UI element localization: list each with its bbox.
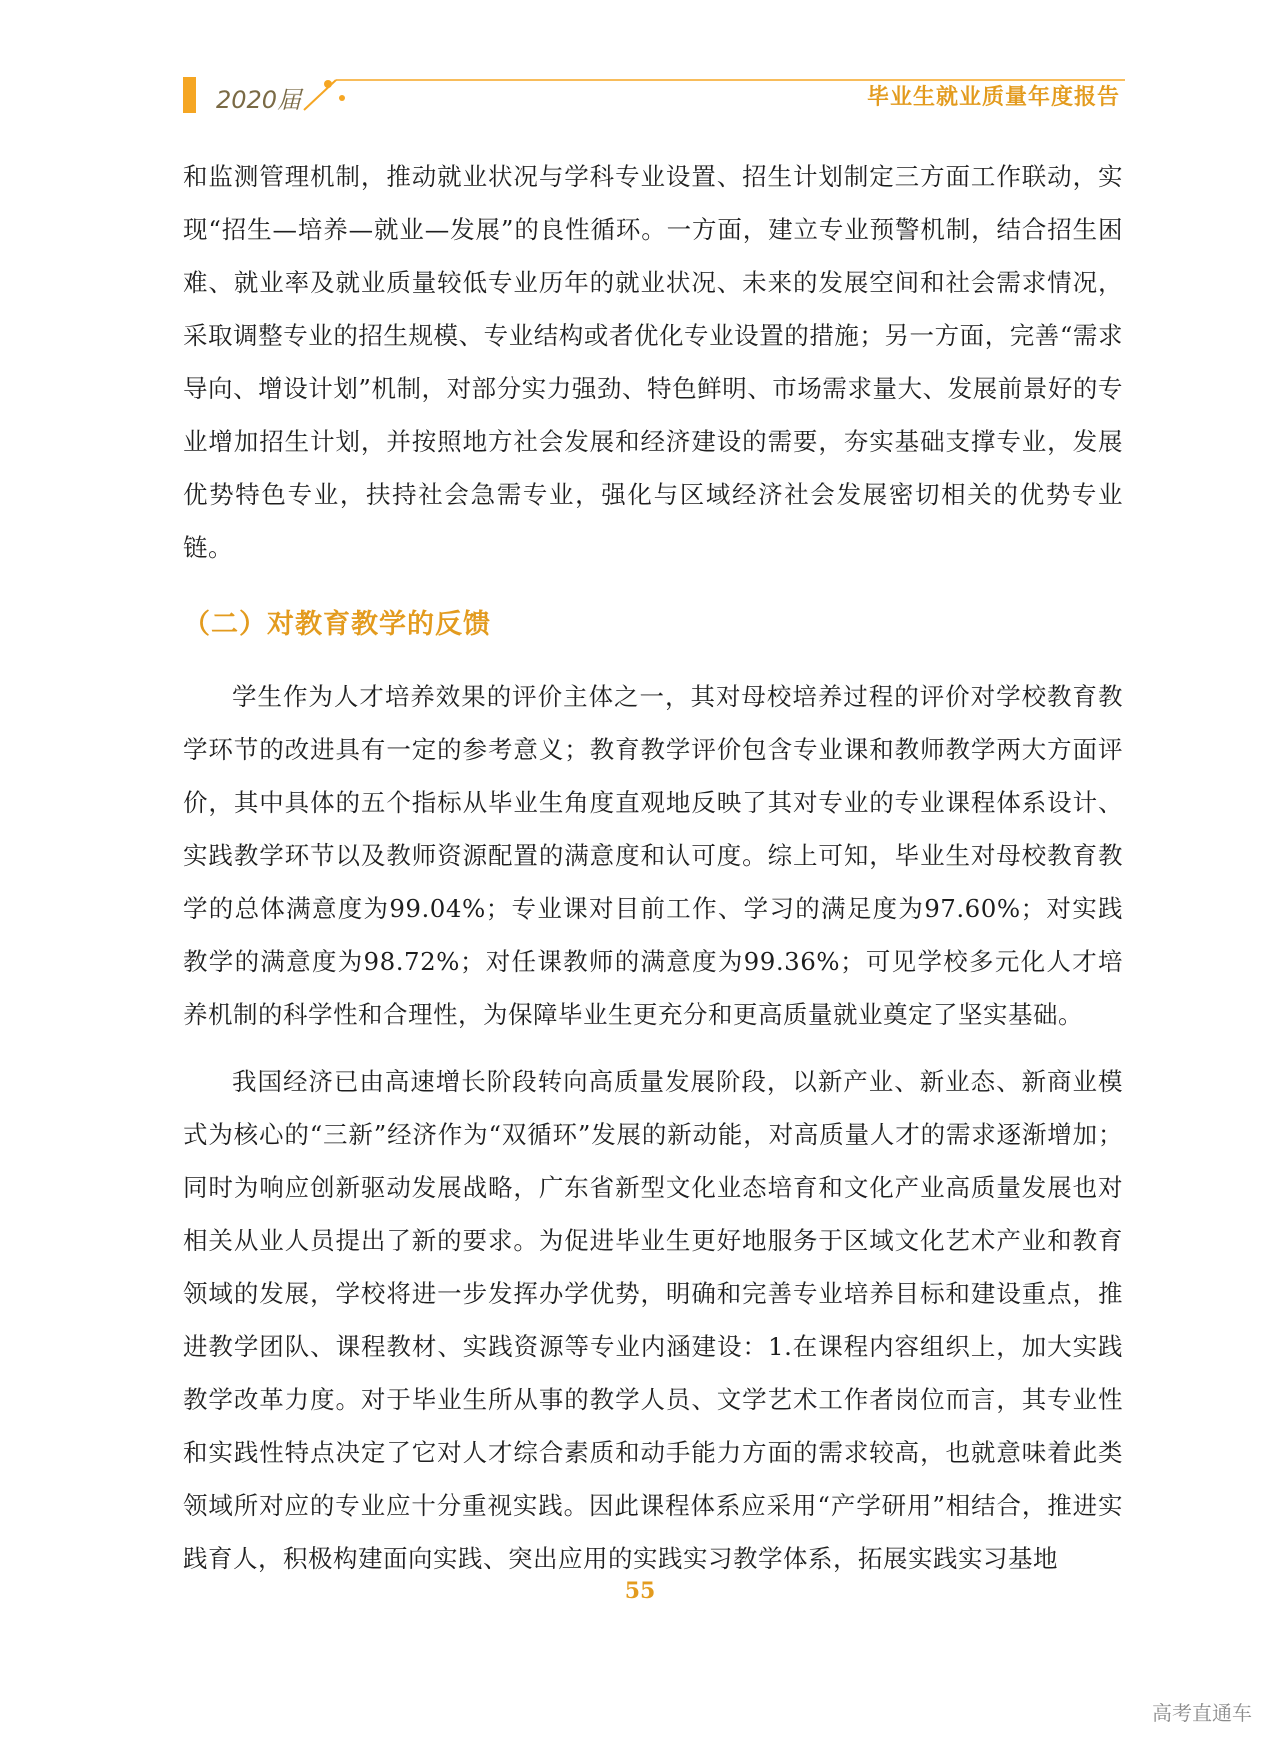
page-header <box>0 0 1280 130</box>
page-number: 55 <box>624 1578 656 1604</box>
paragraph-gap <box>183 1041 1123 1055</box>
body-paragraph-2: 学生作为人才培养效果的评价主体之一，其对母校培养过程的评价对学校教育教学环节的改进具有一定的参考意义；教育教学评价包含专业课和教师教学两大方面评价，其中具体的五个指标从毕业生角度直观地反映了其对专业的专业课程体系设计、实践教学环节以及教师资源配置的满意度和认可度。综上可知，毕业生对母校教育教学的总体满意度为99.04%；专业课对目前工作、学习的满足度为97.60%；对实践教学的满意度为98.72%；对任课教师的满意度为99.36%；可见学校多元化人才培养机制的科学性和合理性，为保障毕业生更充分和更高质量就业奠定了坚实基础。 <box>183 682 1123 1029</box>
page-content <box>183 150 1123 1585</box>
body-paragraph-3: 我国经济已由高速增长阶段转向高质量发展阶段，以新产业、新业态、新商业模式为核心的“三新”经济作为“双循环”发展的新动能，对高质量人才的需求逐渐增加；同时为响应创新驱动发展战略，广东省新型文化业态培育和文化产业高质量发展也对相关从业人员提出了新的要求。为促进毕业生更好地服务于区域文化艺术产业和教育领域的发展，学校将进一步发挥办学优势，明确和完善专业培养目标和建设重点，推进教学团队、课程教材、实践资源等专业内涵建设：1.在课程内容组织上，加大实践教学改革力度。对于毕业生所从事的教学人员、文学艺术工作者岗位而言，其专业性和实践性特点决定了它对人才综合素质和动手能力方面的需求较高，也就意味着此类领域所对应的专业应十分重视实践。因此课程体系应采用“产学研用”相结合，推进实践育人，积极构建面向实践、突出应用的实践实习教学体系，拓展实践实习基地 <box>183 1067 1123 1573</box>
section-title: （二）对教育教学的反馈 <box>183 609 491 640</box>
body-paragraph-1: 和监测管理机制，推动就业状况与学科专业设置、招生计划制定三方面工作联动，实现“招生—培养—就业—发展”的良性循环。一方面，建立专业预警机制，结合招生困难、就业率及就业质量较低专业历年的就业状况、未来的发展空间和社会需求情况，采取调整专业的招生规模、专业结构或者优化专业设置的措施；另一方面，完善“需求导向、增设计划”机制，对部分实力强劲、特色鲜明、市场需求量大、发展前景好的专业增加招生计划，并按照地方社会发展和经济建设的需要，夯实基础支撑专业，发展优势特色专业，扶持社会急需专业，强化与区域经济社会发展密切相关的优势专业链。 <box>183 162 1123 562</box>
header-year: 2020届 <box>216 86 302 114</box>
header-report-title: 毕业生就业质量年度报告 <box>866 85 1120 110</box>
watermark-text: 高考直通车 <box>1152 1701 1252 1725</box>
